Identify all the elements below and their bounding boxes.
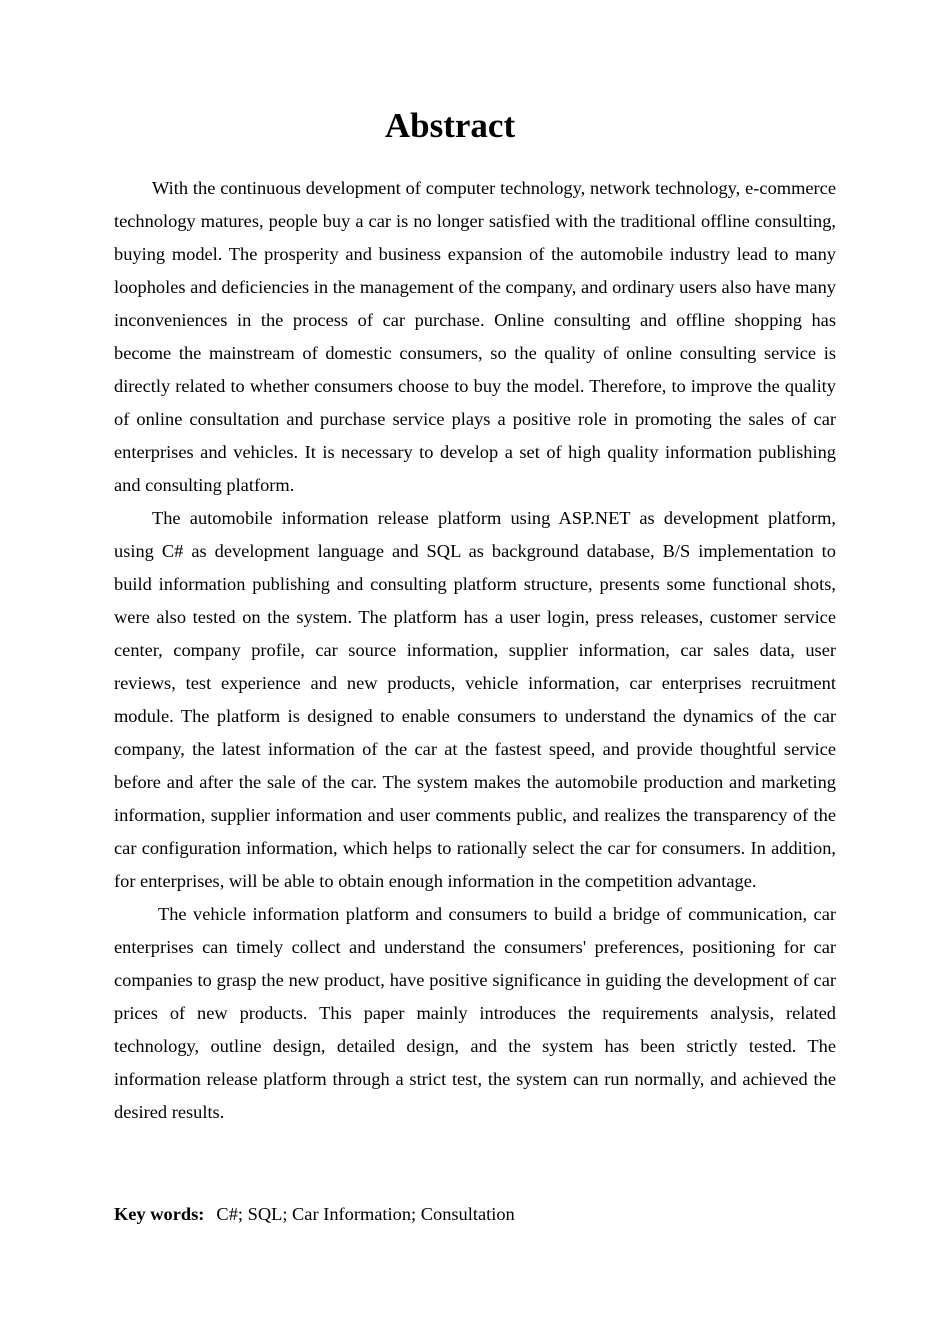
abstract-title: Abstract	[384, 106, 516, 145]
abstract-body	[114, 172, 836, 1129]
keywords-line	[114, 1198, 836, 1231]
abstract-paragraph-2: The automobile information release platform using ASP.NET as development platform, using C# as development language and SQL as background database, B/S implementation to build information publishing and consulting platform structure, presents some functional shots, were also tested on the system. The platform has a user login, press releases, customer service center, company profile, car source information, supplier information, car sales data, user reviews, test experience and new products, vehicle information, car enterprises recruitment module. The platform is designed to enable consumers to understand the dynamics of the car company, the latest information of the car at the fastest speed, and provide thoughtful service before and after the sale of the car. The system makes the automobile production and marketing information, supplier information and user comments public, and realizes the transparency of the car configuration information, which helps to rationally select the car for consumers. In addition, for enterprises, will be able to obtain enough information in the competition advantage.	[114, 508, 836, 891]
keywords-value: C#; SQL; Car Information; Consultation	[216, 1204, 515, 1224]
abstract-paragraph-1: With the continuous development of computer technology, network technology, e-commerce technology matures, people buy a car is no longer satisfied with the traditional offline consulting, buying model. The prosperity and business expansion of the automobile industry lead to many loopholes and deficiencies in the management of the company, and ordinary users also have many inconveniences in the process of car purchase. Online consulting and offline shopping has become the mainstream of domestic consumers, so the quality of online consulting service is directly related to whether consumers choose to buy the model. Therefore, to improve the quality of online consultation and purchase service plays a positive role in promoting the sales of car enterprises and vehicles. It is necessary to develop a set of high quality information publishing and consulting platform.	[114, 178, 836, 495]
keywords-label: Key words:	[114, 1204, 205, 1224]
abstract-paragraph-3: The vehicle information platform and consumers to build a bridge of communication, car enterprises can timely collect and understand the consumers' preferences, positioning for car companies to grasp the new product, have positive significance in guiding the development of car prices of new products. This paper mainly introduces the requirements analysis, related technology, outline design, detailed design, and the system has been strictly tested. The information release platform through a strict test, the system can run normally, and achieved the desired results.	[114, 904, 836, 1122]
